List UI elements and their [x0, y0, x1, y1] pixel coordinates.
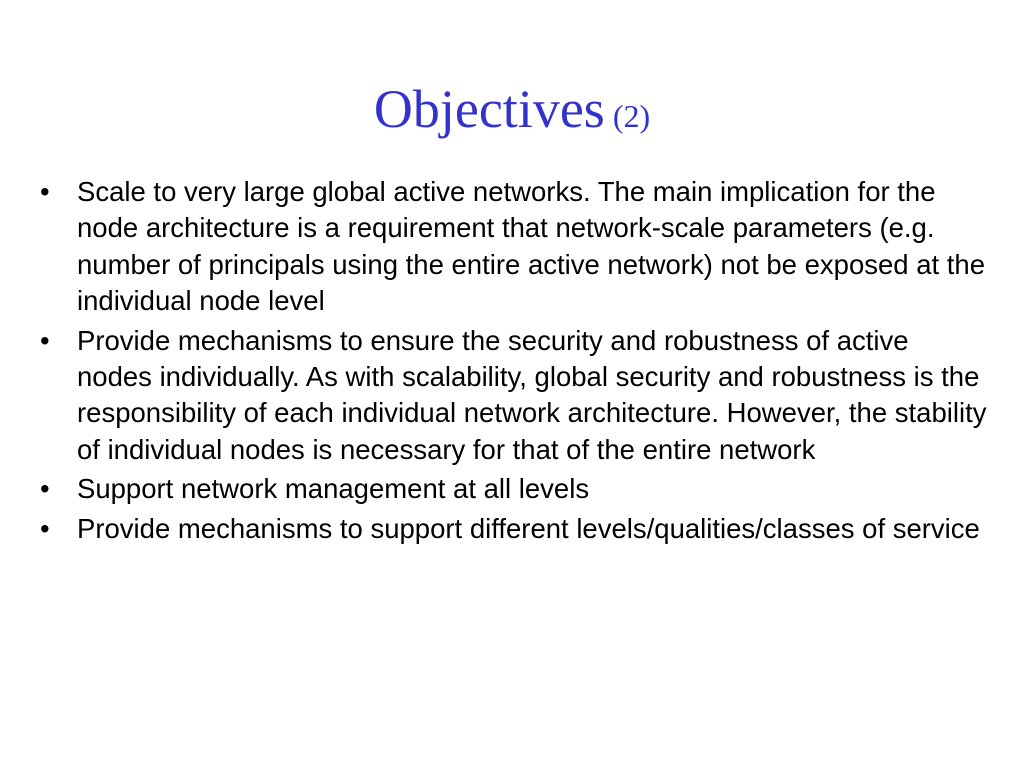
bullet-text: Scale to very large global active networks. The main implication for the node architecture is a requirement that network-scale parameters (e.g. number of principals using the entire active network) not be exposed at the individual node level [77, 176, 986, 317]
bullet-text: Provide mechanisms to support different levels/qualities/classes of service [77, 512, 980, 544]
slide-title [0, 79, 1024, 139]
slide-title-suffix: (2) [612, 98, 651, 134]
bullet-text: Provide mechanisms to ensure the security and robustness of active nodes individually. As with scalability, global security and robustness is the responsibility of each individual network architecture. However, the stability of individual nodes is necessary for that of the entire network [77, 324, 987, 465]
bullet-item [40, 471, 990, 507]
bullet-icon: • [40, 176, 50, 207]
bullet-item [40, 511, 990, 547]
bullet-item [40, 323, 990, 469]
slide-title-text: Objectives [373, 79, 605, 139]
bullet-text: Support network management at all levels [77, 473, 590, 505]
bullet-icon: • [40, 324, 50, 356]
bullet-list [40, 174, 990, 550]
bullet-item [40, 174, 990, 320]
bullet-icon: • [40, 473, 50, 505]
bullet-icon: • [40, 512, 50, 544]
